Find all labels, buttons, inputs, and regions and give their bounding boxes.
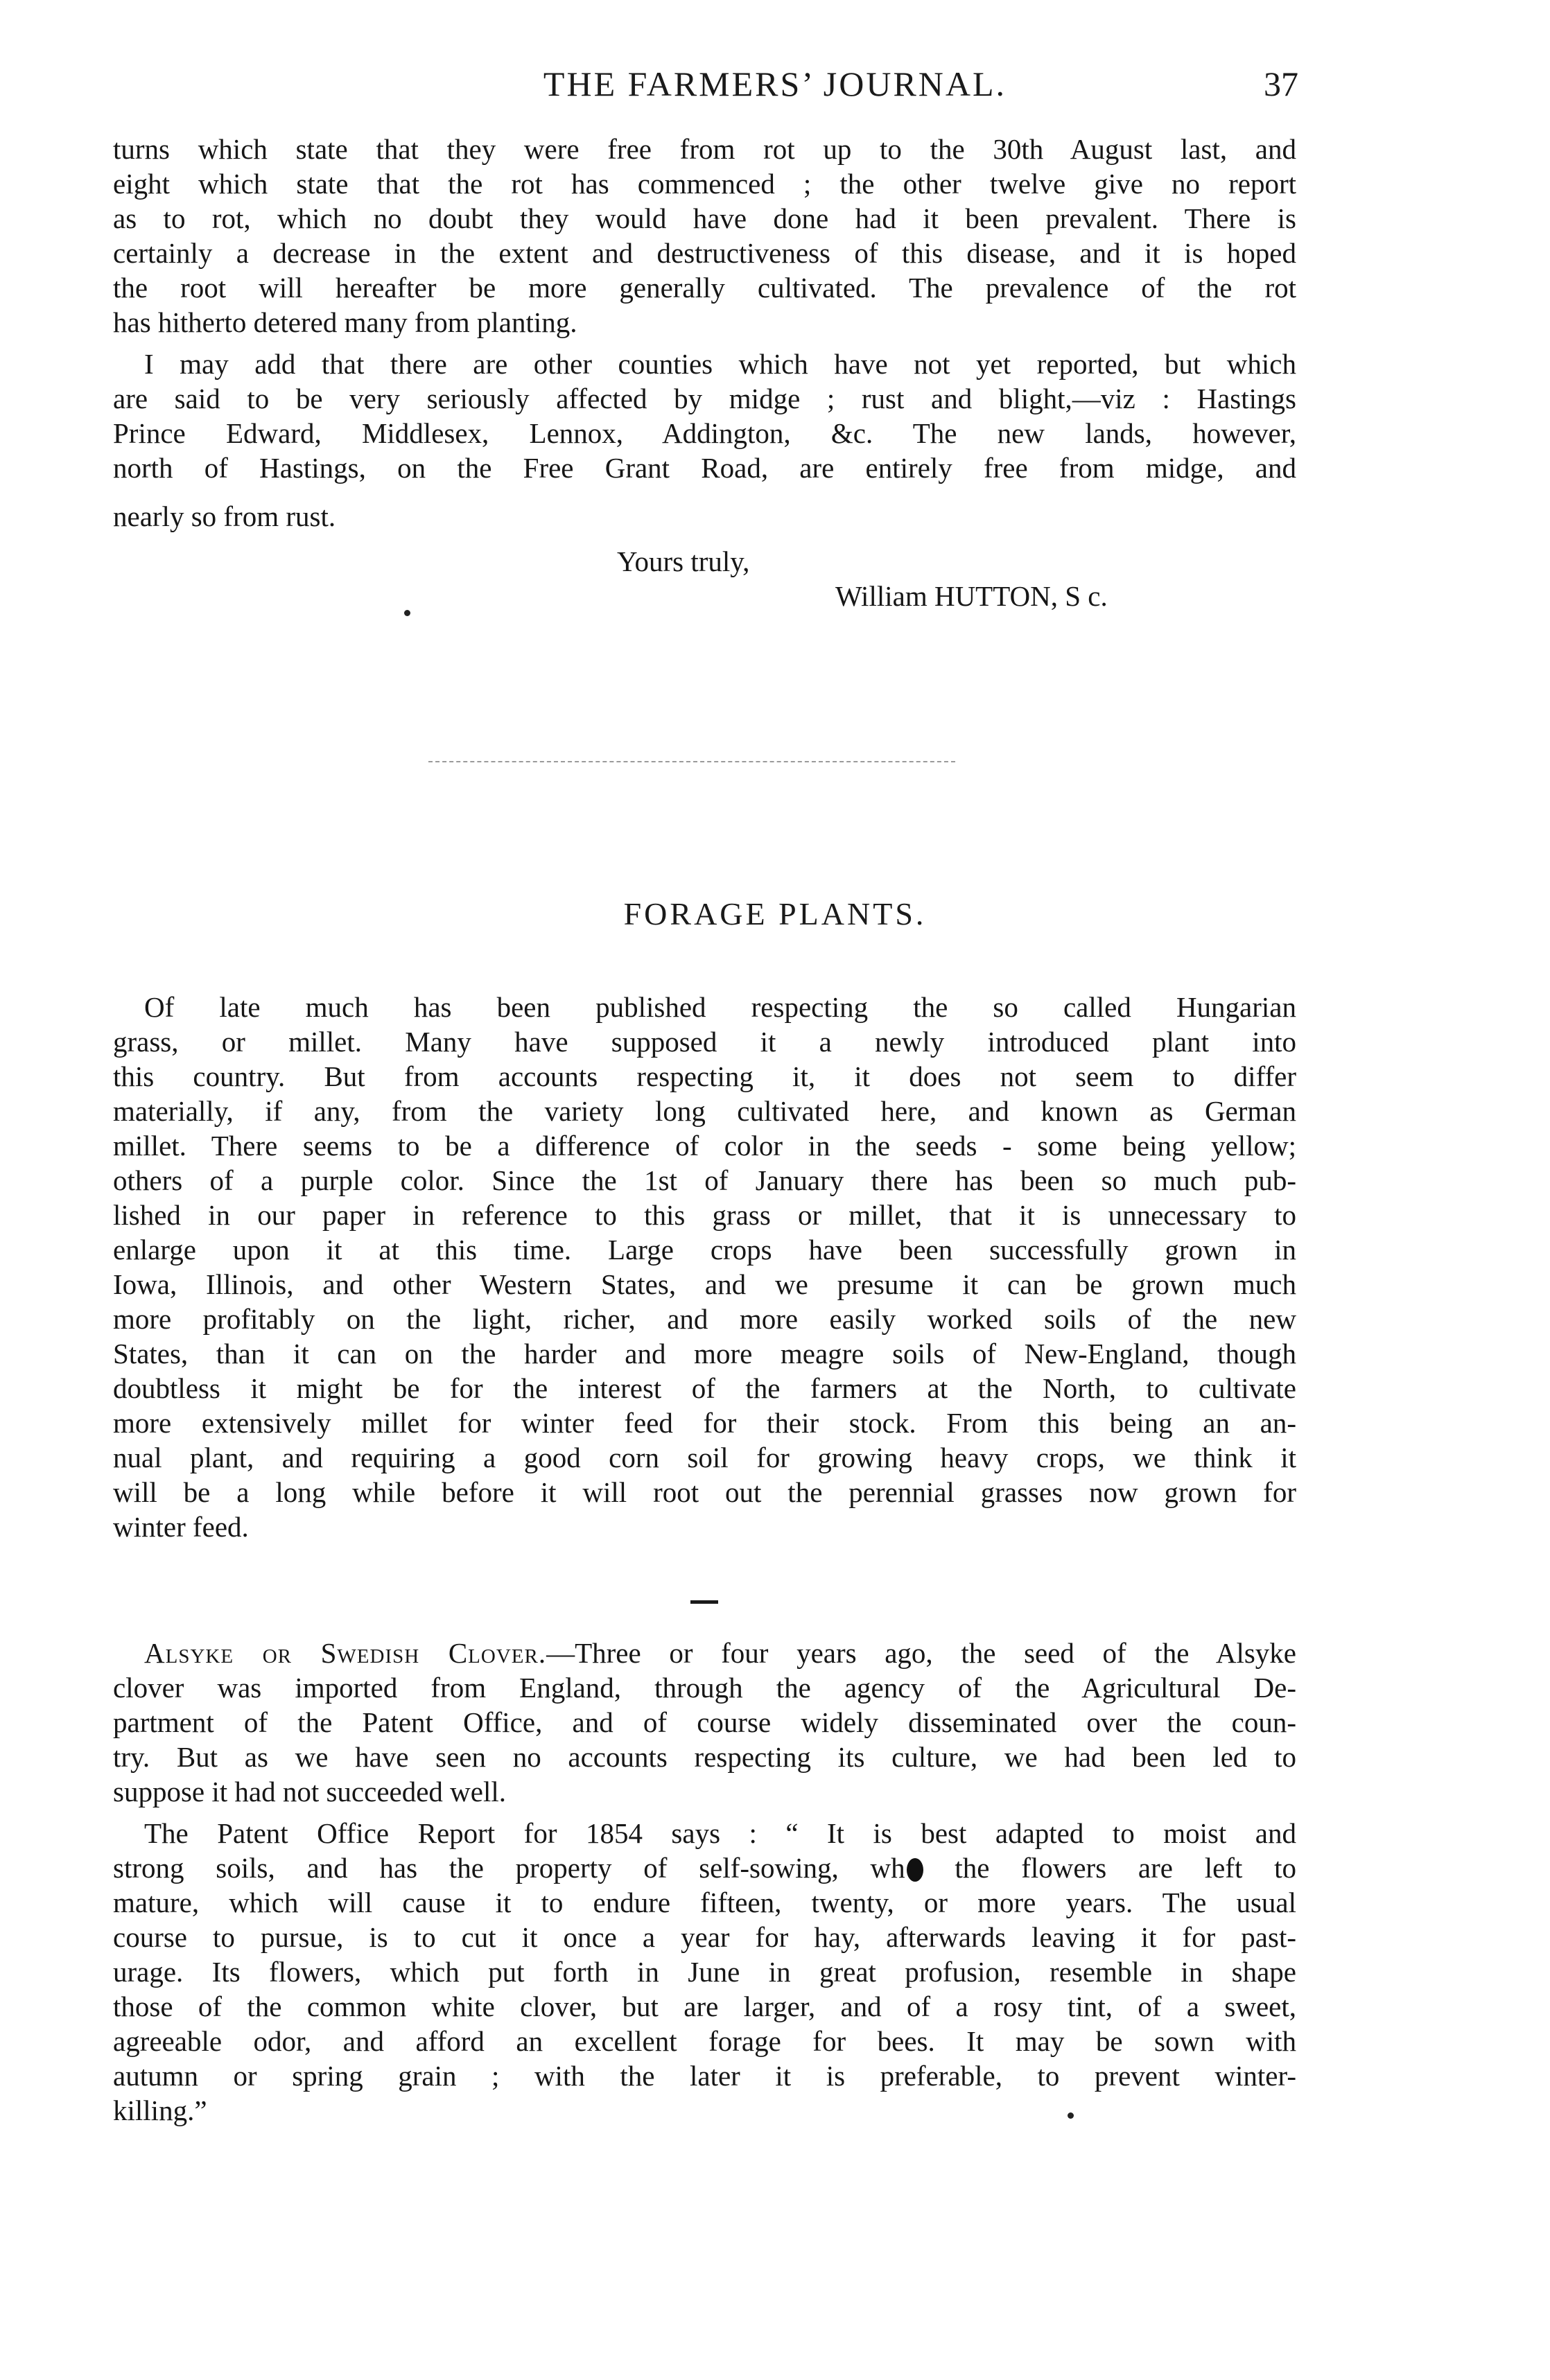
- short-rule: [690, 1600, 718, 1604]
- text-line: [113, 1850, 1296, 1885]
- text-line: nearly so from rust.: [113, 500, 336, 532]
- text-line: will be a long while before it will root out the perennial grasses now grown for: [113, 1476, 1296, 1508]
- letter-closing: Yours truly,: [617, 545, 750, 577]
- text-line: materially, if any, from the variety long cultivated here, and known as German: [113, 1095, 1296, 1127]
- text-line: autumn or spring grain ; with the later it is preferable, to prevent winter-: [113, 2060, 1296, 2092]
- text-line: are said to be very seriously affected by midge ; rust and blight,—viz : Hastings: [113, 383, 1296, 414]
- text-line: millet. There seems to be a difference of color in the seeds - some being yellow;: [113, 1130, 1296, 1162]
- text-line: nual plant, and requiring a good corn soil for growing heavy crops, we think it: [113, 1442, 1296, 1473]
- text-line: more profitably on the light, richer, and more easily worked soils of the new: [113, 1303, 1296, 1335]
- paragraph-text: —Three or four years ago, the seed of the Alsyke: [546, 1637, 1296, 1669]
- text-line: turns which state that they were free from rot up to the 30th August last, and: [113, 133, 1296, 165]
- text-line: eight which state that the rot has commenced ; the other twelve give no report: [113, 168, 1296, 200]
- text-line: States, than it can on the harder and more meagre soils of New-England, though: [113, 1338, 1296, 1370]
- text-line: those of the common white clover, but are larger, and of a rosy tint, of a sweet,: [113, 1990, 1296, 2022]
- section-title: FORAGE PLANTS.: [623, 896, 927, 931]
- text-line: as to rot, which no doubt they would have done had it been prevalent. There is: [113, 202, 1296, 234]
- text-line: lished in our paper in reference to this grass or millet, that it is unnecessary to: [113, 1199, 1296, 1231]
- text-line: urage. Its flowers, which put forth in June in great profusion, resemble in shape: [113, 1956, 1296, 1988]
- text-line: partment of the Patent Office, and of course widely disseminated over the coun-: [113, 1706, 1296, 1738]
- text-line: the root will hereafter be more generally cultivated. The prevalence of the rot: [113, 272, 1296, 304]
- text-line: mature, which will cause it to endure fifteen, twenty, or more years. The usual: [113, 1887, 1296, 1918]
- text-line: winter feed.: [113, 1511, 249, 1543]
- text-line: [144, 1636, 1296, 1670]
- text-line: Iowa, Illinois, and other Western States, and we presume it can be grown much: [113, 1268, 1296, 1300]
- text-line: clover was imported from England, through the agency of the Agricultural De-: [113, 1672, 1296, 1704]
- text-line: has hitherto detered many from planting.: [113, 306, 577, 338]
- text-line: certainly a decrease in the extent and destructiveness of this disease, and it is hoped: [113, 237, 1296, 269]
- text-fragment: the flowers are left to: [923, 1852, 1296, 1884]
- text-line: doubtless it might be for the interest of the farmers at the North, to cultivate: [113, 1372, 1296, 1404]
- text-line: agreeable odor, and afford an excellent forage for bees. It may be sown with: [113, 2025, 1296, 2057]
- ink-blot: [907, 1858, 923, 1882]
- running-header: THE FARMERS’ JOURNAL.: [543, 64, 1007, 103]
- text-line: others of a purple color. Since the 1st of January there has been so much pub-: [113, 1164, 1296, 1196]
- text-line: north of Hastings, on the Free Grant Road, are entirely free from midge, and: [113, 452, 1296, 484]
- letter-signature: William HUTTON, S c.: [835, 580, 1108, 612]
- paragraph-heading: Alsyke or Swedish Clover.: [144, 1637, 547, 1669]
- ink-speck: [1068, 2112, 1074, 2119]
- text-line: grass, or millet. Many have supposed it a newly introduced plant into: [113, 1026, 1296, 1058]
- text-line: I may add that there are other counties which have not yet reported, but which: [144, 348, 1296, 380]
- text-line: killing.”: [113, 2094, 207, 2126]
- text-line: course to pursue, is to cut it once a year for hay, afterwards leaving it for past-: [113, 1921, 1296, 1953]
- ink-speck: [404, 610, 410, 616]
- text-fragment: strong soils, and has the property of self-sowing, wh: [113, 1852, 905, 1884]
- text-line: more extensively millet for winter feed for their stock. From this being an an-: [113, 1407, 1296, 1439]
- page-number: 37: [1264, 64, 1298, 103]
- text-line: this country. But from accounts respecting it, it does not seem to differ: [113, 1060, 1296, 1092]
- text-line: enlarge upon it at this time. Large crops have been successfully grown in: [113, 1234, 1296, 1266]
- text-line: Of late much has been published respecting the so called Hungarian: [144, 991, 1296, 1023]
- text-line: The Patent Office Report for 1854 says : “ It is best adapted to moist and: [144, 1817, 1296, 1849]
- text-line: try. But as we have seen no accounts respecting its culture, we had been led to: [113, 1741, 1296, 1773]
- text-line: Prince Edward, Middlesex, Lennox, Addington, &c. The new lands, however,: [113, 417, 1296, 449]
- section-divider: [428, 761, 955, 762]
- text-line: suppose it had not succeeded well.: [113, 1776, 507, 1808]
